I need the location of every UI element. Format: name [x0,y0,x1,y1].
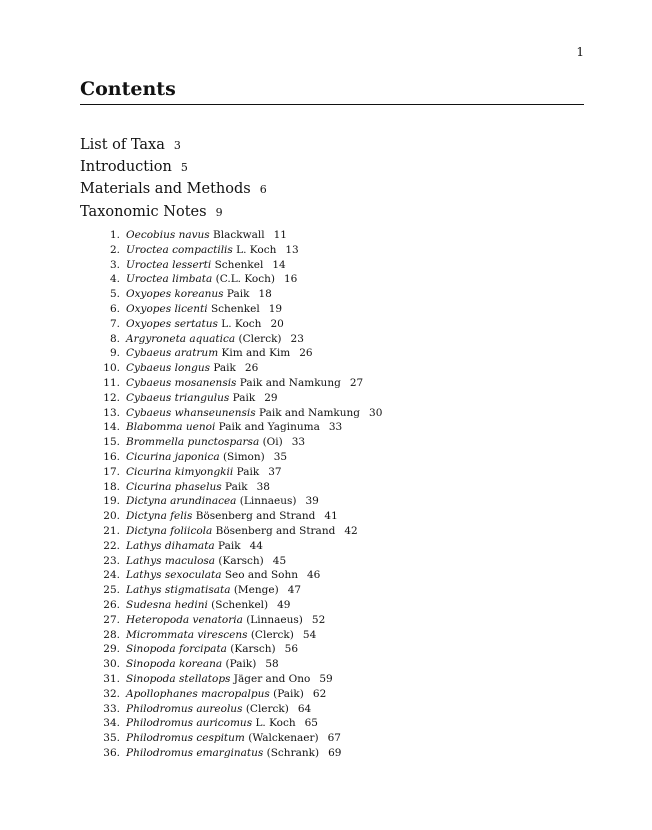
taxon-author: Kim and Kim [221,347,291,360]
taxon-page: 37 [268,465,282,478]
toc-entry[interactable] [80,156,267,178]
taxon-page: 30 [369,406,383,419]
taxon-number: 15. [103,436,120,449]
taxon-page: 35 [273,450,288,463]
taxon-entry[interactable] [96,672,382,687]
taxon-number: 25. [103,584,120,597]
taxon-page: 62 [312,687,327,700]
taxon-author: (Clerck) [250,628,294,641]
taxon-entry[interactable] [96,346,382,361]
taxon-entry[interactable] [96,391,382,406]
taxon-entry[interactable] [96,539,382,554]
taxon-number: 16. [103,450,120,463]
taxon-entry[interactable] [96,642,382,657]
taxon-species: Cybaeus whanseunensis [126,406,256,419]
taxon-species: Cicurina kimyongkii [126,465,234,478]
main-sections-list [80,134,267,223]
taxon-entry[interactable] [96,628,382,643]
taxon-author: Paik [226,288,250,301]
contents-heading: Contents [80,78,584,105]
taxon-author: (Oi) [262,436,283,449]
taxon-species: Cybaeus mosanensis [126,376,237,389]
taxon-number: 9. [109,347,120,360]
taxon-entry[interactable] [96,450,382,465]
taxon-author: (Schrank) [266,746,320,759]
taxon-entry[interactable] [96,731,382,746]
taxon-number: 14. [103,421,120,434]
taxon-species: Micrommata virescens [126,628,248,641]
taxon-number: 19. [103,495,120,508]
taxon-species: Argyroneta aquatica [126,332,236,345]
taxon-author: (C.L. Koch) [215,273,275,286]
taxon-author: Seo and Sohn [224,569,298,582]
taxon-species: Oxyopes licenti [126,302,208,315]
taxon-page: 44 [249,539,263,552]
taxon-number: 6. [109,302,120,315]
taxon-species: Philodromus aureolus [126,702,243,715]
taxon-author: Paik and Namkung [239,376,341,389]
toc-entry-page: 3 [173,139,181,152]
taxon-page: 20 [270,317,284,330]
taxon-number: 33. [103,702,120,715]
taxon-number: 21. [103,524,120,537]
taxon-page: 47 [287,584,302,597]
taxa-list [96,228,382,761]
taxon-entry[interactable] [96,272,382,287]
taxon-page: 26 [244,362,259,375]
taxon-page: 67 [327,732,341,745]
taxon-entry[interactable] [96,376,382,391]
taxon-page: 39 [305,495,319,508]
toc-entry-title: Taxonomic Notes [80,203,207,220]
taxon-species: Oecobius navus [126,229,210,241]
taxon-species: Sinopoda stellatops [126,672,231,685]
taxon-author: Paik [213,362,236,375]
taxon-species: Philodromus auricomus [126,717,253,730]
taxon-number: 5. [109,288,120,301]
taxon-number: 27. [103,613,120,626]
taxon-species: Brommella punctosparsa [126,436,260,449]
taxon-author: Bösenberg and Strand [195,510,316,523]
taxon-page: 19 [268,302,283,315]
taxon-entry[interactable] [96,406,382,421]
taxon-page: 33 [291,436,306,449]
taxon-page: 64 [297,702,312,715]
taxon-number: 13. [103,406,120,419]
taxon-author: (Clerck) [245,702,289,715]
taxon-author: (Schenkel) [211,598,269,611]
taxon-entry[interactable] [96,228,382,243]
taxon-number: 4. [109,273,120,286]
taxon-species: Dictyna felis [126,510,193,523]
taxon-species: Cicurina japonica [126,450,220,463]
taxon-number: 31. [103,672,120,685]
taxon-number: 7. [109,317,120,330]
taxon-page: 65 [304,717,318,730]
taxon-page: 69 [328,746,342,759]
taxon-page: 38 [256,480,270,493]
taxon-author: (Menge) [233,584,279,597]
taxon-page: 59 [319,672,333,685]
taxon-entry[interactable] [96,317,382,332]
taxon-species: Heteropoda venatoria [126,613,243,626]
taxon-number: 29. [103,643,120,656]
taxon-author: (Linnaeus) [246,613,303,626]
taxon-author: (Paik) [273,687,304,700]
toc-entry[interactable] [80,201,267,223]
taxon-entry[interactable] [96,568,382,583]
taxon-number: 3. [109,258,120,271]
taxon-entry[interactable] [96,480,382,495]
taxon-entry[interactable] [96,598,382,613]
taxon-species: Sudesna hedini [126,598,208,611]
taxon-number: 23. [103,554,120,567]
taxon-page: 16 [283,273,298,286]
taxon-page: 26 [299,347,313,360]
taxon-author: Bösenberg and Strand [215,524,336,537]
taxon-species: Uroctea limbata [126,273,213,286]
taxon-page: 42 [344,524,358,537]
taxon-page: 27 [349,376,364,389]
taxon-author: Paik [224,480,248,493]
taxon-author: Paik [218,539,241,552]
taxon-page: 14 [272,258,286,271]
taxon-author: (Karsch) [218,554,264,567]
taxon-entry[interactable] [96,420,382,435]
taxon-number: 20. [103,510,120,523]
taxon-page: 52 [311,613,326,626]
taxon-author: (Clerck) [238,332,282,345]
taxon-entry[interactable] [96,258,382,273]
taxon-author: L. Koch [236,243,277,256]
taxon-species: Dictyna foliicola [126,524,213,537]
taxon-species: Oxyopes sertatus [126,317,218,330]
taxon-entry[interactable] [96,583,382,598]
toc-entry-page: 5 [180,161,188,175]
taxon-page: 56 [284,643,299,656]
taxon-number: 26. [103,598,120,611]
taxon-page: 29 [264,391,278,404]
taxon-page: 46 [307,569,321,582]
taxon-species: Cicurina phaselus [126,480,222,493]
taxon-species: Cybaeus aratrum [126,347,219,360]
taxon-number: 30. [103,658,120,671]
taxon-page: 54 [302,628,317,641]
taxon-page: 11 [273,229,287,241]
toc-entry[interactable] [80,134,267,156]
taxon-author: Paik and Yaginuma [218,421,320,434]
taxon-author: Schenkel [214,258,264,271]
toc-entry-title: Introduction [80,159,172,176]
taxon-entry[interactable] [96,524,382,539]
taxon-author: (Paik) [225,658,257,671]
taxon-number: 22. [103,539,120,552]
taxon-author: Blackwall [213,229,265,241]
taxon-number: 24. [103,569,120,582]
taxon-entry[interactable] [96,494,382,509]
taxon-entry[interactable] [96,554,382,569]
taxon-species: Lathys sexoculata [126,569,222,582]
taxon-author: (Linnaeus) [239,495,297,508]
taxon-species: Cybaeus longus [126,362,210,375]
taxon-number: 32. [103,687,120,700]
taxon-author: (Karsch) [230,643,276,656]
taxon-number: 28. [103,628,120,641]
taxon-number: 36. [103,746,120,759]
taxon-entry[interactable] [96,332,382,347]
taxon-entry[interactable] [96,687,382,702]
taxon-author: Paik [236,465,260,478]
taxon-entry[interactable] [96,465,382,480]
page-number: 1 [576,45,584,59]
taxon-species: Apollophanes macropalpus [126,687,270,700]
taxon-entry[interactable] [96,509,382,524]
taxon-number: 12. [103,391,120,404]
taxon-entry[interactable] [96,716,382,731]
taxon-author: (Walckenaer) [248,732,319,745]
taxon-species: Philodromus cespitum [126,732,245,745]
taxon-species: Philodromus emarginatus [126,746,264,759]
taxon-author: L. Koch [255,717,296,730]
taxon-species: Sinopoda koreana [126,658,223,671]
taxon-author: Paik [232,391,256,404]
toc-entry-page: 6 [259,183,267,197]
taxon-species: Cybaeus triangulus [126,391,230,404]
taxon-page: 18 [258,288,272,301]
taxon-page: 45 [272,554,287,567]
taxon-entry[interactable] [96,302,382,317]
taxon-page: 41 [324,510,338,523]
taxon-number: 1. [109,229,120,241]
taxon-species: Uroctea compactilis [126,243,233,256]
taxon-number: 35. [103,732,120,745]
taxon-entry[interactable] [96,361,382,376]
taxon-author: Schenkel [210,302,260,315]
taxon-species: Sinopoda forcipata [126,643,227,656]
toc-entry[interactable] [80,178,267,200]
taxon-page: 49 [277,598,291,611]
taxon-author: Paik and Namkung [259,406,361,419]
toc-entry-title: List of Taxa [80,137,165,153]
taxon-species: Uroctea lesserti [126,258,212,271]
taxon-species: Lathys dihamata [126,539,215,552]
taxon-author: Jäger and Ono [233,672,311,685]
taxon-number: 34. [103,717,120,730]
taxon-species: Blabomma uenoi [126,421,216,434]
taxon-number: 18. [103,480,120,493]
taxon-species: Lathys maculosa [126,554,216,567]
taxon-number: 8. [109,332,120,345]
taxon-entry[interactable] [96,657,382,672]
taxon-number: 11. [103,376,120,389]
taxon-entry[interactable] [96,702,382,717]
taxon-page: 58 [265,658,279,671]
taxon-species: Lathys stigmatisata [126,584,231,597]
toc-entry-title: Materials and Methods [80,181,251,198]
taxon-page: 23 [290,332,304,345]
taxon-author: L. Koch [221,317,262,330]
taxon-entry[interactable] [96,243,382,258]
taxon-number: 2. [109,243,120,256]
taxon-number: 17. [103,465,120,478]
toc-entry-page: 9 [215,205,223,219]
taxon-number: 10. [103,362,120,375]
taxon-author: (Simon) [222,450,265,463]
taxon-entry[interactable] [96,435,382,450]
taxon-entry[interactable] [96,613,382,628]
taxon-page: 13 [285,243,299,256]
taxon-species: Oxyopes koreanus [126,288,224,301]
taxon-page: 33 [328,421,343,434]
taxon-entry[interactable] [96,746,382,761]
taxon-species: Dictyna arundinacea [126,495,237,508]
taxon-entry[interactable] [96,287,382,302]
